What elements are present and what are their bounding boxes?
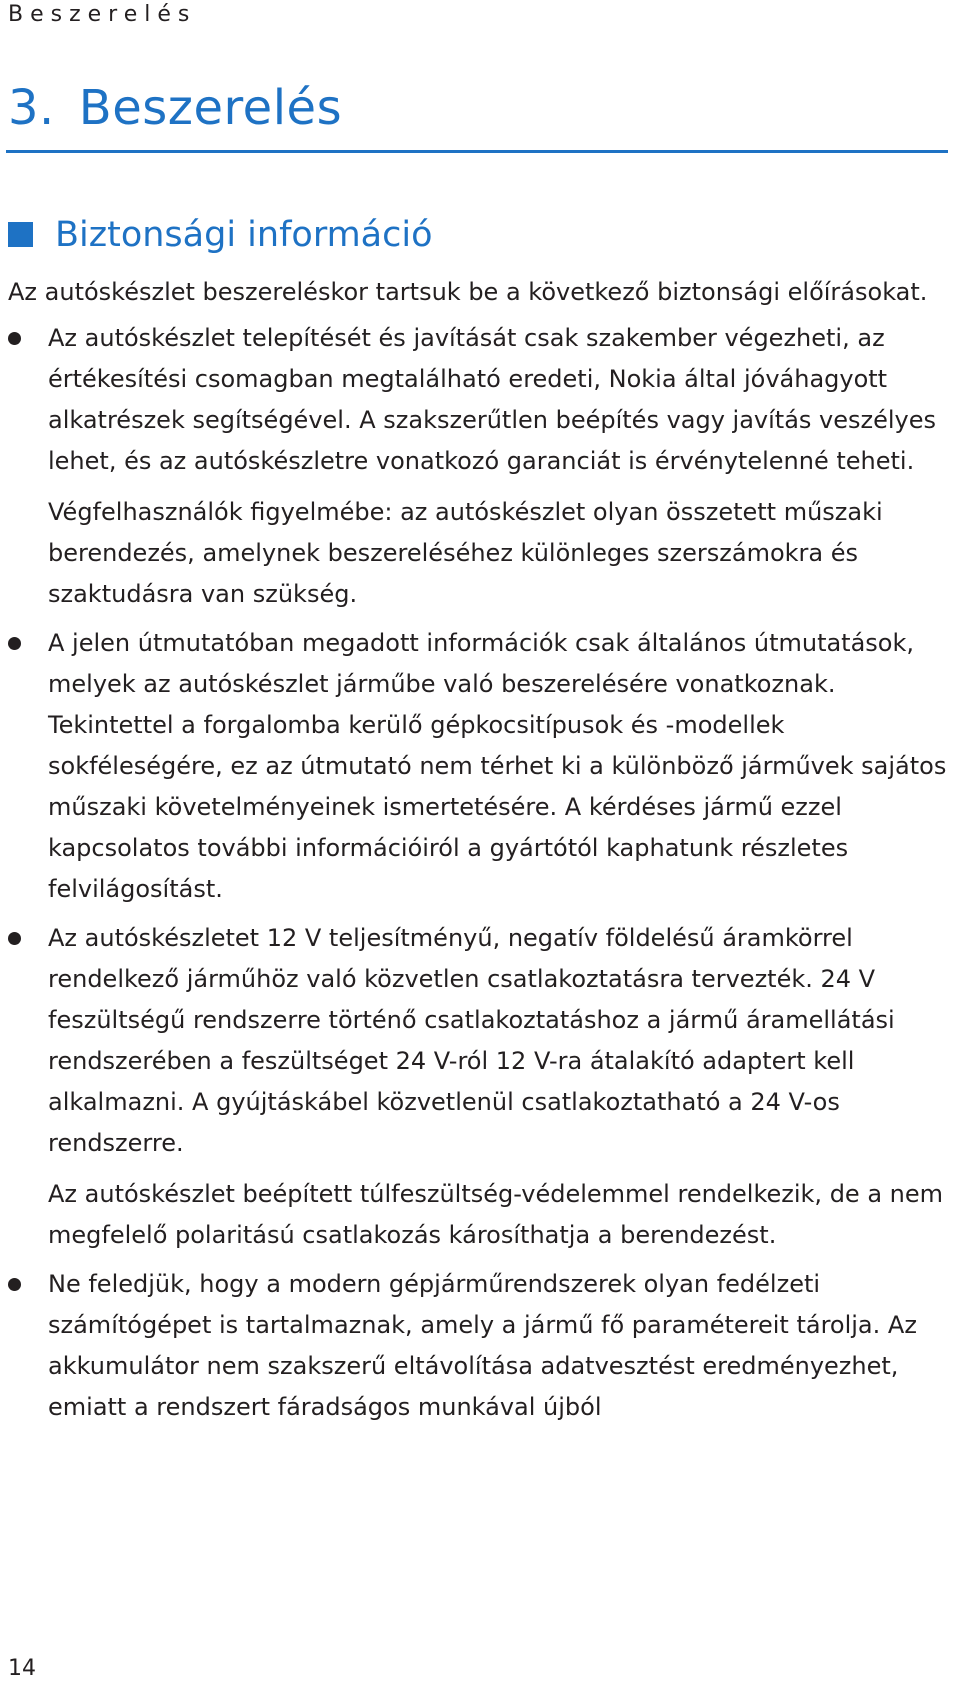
bullet-paragraph: Az autóskészlet beépített túlfeszültség-védelemmel rendelkezik, de a nem megfelelő polaritású csatlakozás károsíthatja a berendezést. <box>48 1180 944 1249</box>
section-title <box>8 215 433 255</box>
bullet-paragraph: Az autóskészletet 12 V teljesítményű, negatív földelésű áramkörrel rendelkező járműhöz való közvetlen csatlakoztatásra tervezték. 24 V feszültségű rendszerre történő csatlakoztatáshoz a jármű áramellátási rendszerében a feszültséget 24 V-ról 12 V-ra átalakító adaptert kell alkalmazni. A gyújtáskábel közvetlenül csatlakoztatható a 24 V-os rendszerre. <box>48 924 895 1157</box>
section-square-icon <box>8 222 33 247</box>
bullet-paragraph: Végfelhasználók figyelmébe: az autóskészlet olyan összetett műszaki berendezés, amelynek beszereléséhez különleges szerszámokra és szaktudásra van szükség. <box>48 498 883 608</box>
bullet-item <box>8 623 948 910</box>
intro-paragraph: Az autóskészlet beszereléskor tartsuk be a következő biztonsági előírásokat. <box>8 278 928 306</box>
chapter-title-text: Beszerelés <box>78 80 343 136</box>
page-content <box>8 272 948 1428</box>
bullet-icon <box>8 932 21 945</box>
page-number: 14 <box>8 1656 36 1681</box>
bullet-item <box>8 918 948 1256</box>
running-header: Beszerelés <box>8 2 197 27</box>
section-title-text: Biztonsági információ <box>55 215 433 255</box>
bullet-paragraph: Az autóskészlet telepítését és javítását csak szakember végezheti, az értékesítési csomagban megtalálható eredeti, Nokia által jóváhagyott alkatrészek segítségével. A szakszerűtlen beépítés vagy javítás veszélyes lehet, és az autóskészletre vonatkozó garanciát is érvénytelenné teheti. <box>48 324 937 475</box>
title-rule <box>6 150 948 153</box>
bullet-item <box>8 1264 948 1428</box>
bullet-paragraph: A jelen útmutatóban megadott információk csak általános útmutatások, melyek az autóskészlet járműbe való beszerelésére vonatkoznak. Tekintettel a forgalomba kerülő gépkocsitípusok és -modellek sokféleségére, ez az útmutató nem térhet ki a különböző járművek sajátos műszaki követelményeinek ismertetésére. A kérdéses jármű ezzel kapcsolatos további információiról a gyártótól kaphatunk részletes felvilágosítást. <box>48 629 947 903</box>
bullet-icon <box>8 637 21 650</box>
bullet-icon <box>8 1278 21 1291</box>
bullet-item <box>8 318 948 615</box>
bullet-paragraph: Ne feledjük, hogy a modern gépjárműrendszerek olyan fedélzeti számítógépet is tartalmaznak, amely a jármű fő paramétereit tárolja. Az akkumulátor nem szakszerű eltávolítása adatvesztést eredményezhet, emiatt a rendszert fáradságos munkával újból <box>48 1270 917 1421</box>
chapter-title <box>8 80 342 136</box>
chapter-number: 3. <box>8 80 55 136</box>
bullet-icon <box>8 332 21 345</box>
safety-bullet-list <box>8 318 948 1428</box>
